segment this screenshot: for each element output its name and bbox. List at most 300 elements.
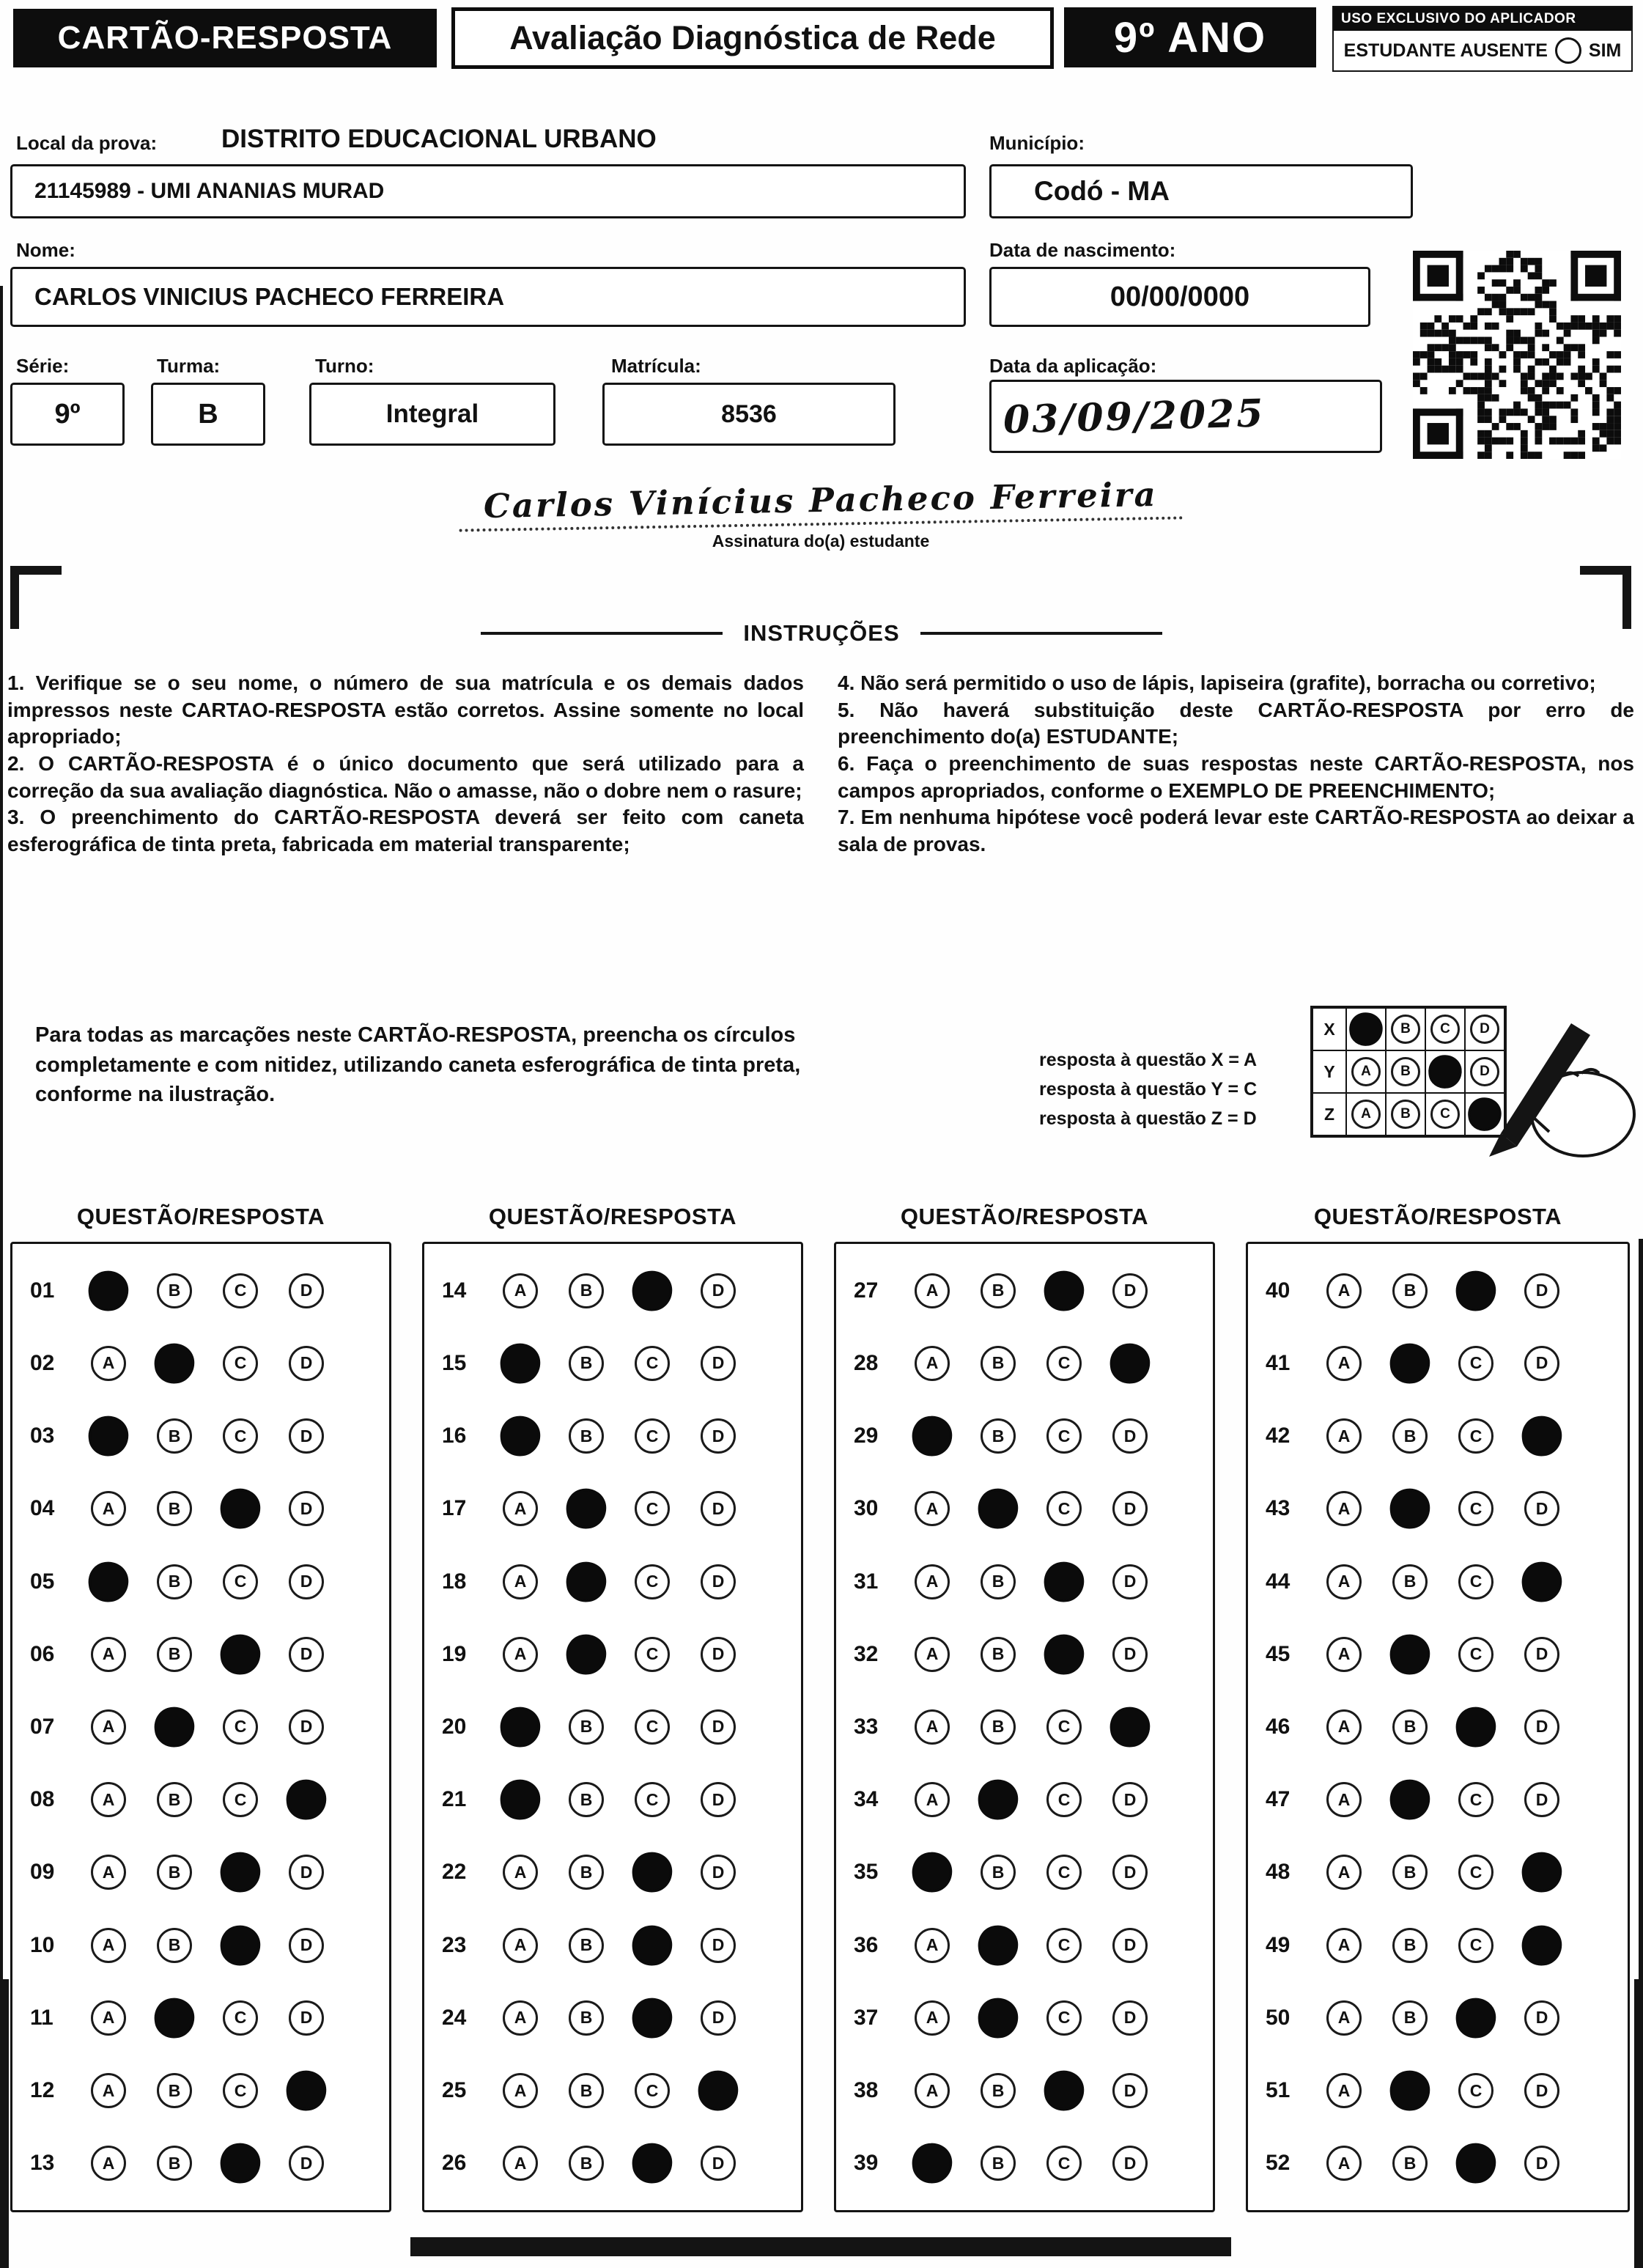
bubble-B (981, 2073, 1016, 2108)
bubble-C (635, 1491, 670, 1526)
answer-row (30, 1909, 382, 1981)
bubble-D-filled (284, 1778, 329, 1822)
bubble-letter: A (1361, 1106, 1371, 1122)
bubble-B (157, 1491, 192, 1526)
bubble-D (289, 2146, 324, 2181)
instruction-item: 5. Não haverá substituição deste CARTÃO-RESPOSTA por erro de preenchimento do(a) ESTUDANTE; (838, 698, 1634, 748)
answer-row (442, 1399, 794, 1472)
question-number: 35 (854, 1860, 879, 1885)
example-grid (1310, 1006, 1507, 1138)
bubble-D-filled (1108, 1704, 1153, 1749)
bubble-letter: A (1337, 1862, 1351, 1882)
bubble-C (635, 1709, 670, 1745)
bubble-B (157, 1928, 192, 1963)
question-number: 36 (854, 1932, 879, 1957)
nome-field: CARLOS VINICIUS PACHECO FERREIRA (10, 267, 966, 327)
bubble-letter: C (1469, 1353, 1483, 1373)
bubble-letter: C (1057, 1717, 1071, 1737)
bubble-letter: D (300, 1935, 313, 1955)
bubble-letter: C (1469, 1426, 1483, 1446)
bubble-letter: A (1337, 1572, 1351, 1591)
bubble-D (701, 1491, 736, 1526)
answer-row (1266, 1690, 1620, 1763)
bubble-B-filled (1388, 1341, 1433, 1385)
bubble-D (1524, 1491, 1559, 1526)
bubble-C-filled (1042, 2069, 1087, 2113)
bubble-letter: D (1535, 2008, 1548, 2028)
bubble-letter: A (514, 2008, 527, 2028)
bubble-letter: D (712, 1498, 725, 1518)
bubble-letter: C (646, 1353, 659, 1373)
example-cell (1465, 1050, 1504, 1093)
bubble-A (915, 1928, 950, 1963)
question-number: 08 (30, 1787, 55, 1812)
bubble-C-filled (1454, 1268, 1499, 1313)
bubble-C (635, 1637, 670, 1672)
aplicacao-label: Data da aplicação: (989, 355, 1157, 377)
title-rule-left (481, 632, 723, 635)
example-legend-line: resposta à questão Z = D (1039, 1108, 1257, 1129)
bubble-letter: D (300, 1717, 313, 1737)
answer-row (854, 2127, 1206, 2200)
bubble-letter: A (514, 1281, 527, 1300)
bubble-D-filled (1520, 1414, 1565, 1459)
bubble-A (915, 1491, 950, 1526)
bubble-letter: C (1469, 2080, 1483, 2100)
question-number: 09 (30, 1860, 55, 1885)
bubble-A (503, 1273, 538, 1308)
bubble-C (1046, 2146, 1082, 2181)
bubble-A (915, 1346, 950, 1381)
bubble-B (157, 1273, 192, 1308)
bubble-D (1112, 1855, 1148, 1890)
turno-label: Turno: (315, 355, 374, 377)
question-number: 02 (30, 1350, 55, 1375)
bubble-B (1392, 1709, 1428, 1745)
bubble-letter: D (300, 1281, 313, 1300)
answer-row (442, 1909, 794, 1981)
bubble-B-filled (152, 1704, 197, 1749)
bubble-C (1046, 1491, 1082, 1526)
answer-row (30, 1399, 382, 1472)
bubble-A (915, 2073, 950, 2108)
bubble-letter: A (102, 1498, 115, 1518)
bubble-C-filled (630, 1923, 675, 1967)
bubble-letter: B (992, 1862, 1005, 1882)
bubble-B-filled (1388, 2069, 1433, 2113)
answer-row (854, 1399, 1206, 1472)
bubble-letter: D (1123, 1281, 1137, 1300)
bubble-letter: D (712, 1935, 725, 1955)
bubble-letter: A (102, 2080, 115, 2100)
answer-row (30, 1327, 382, 1399)
bubble-letter: B (992, 2153, 1005, 2173)
bubble-letter: B (992, 1572, 1005, 1591)
answers-column-4 (1246, 1204, 1630, 2212)
bubble-letter: B (992, 1644, 1005, 1664)
bubble-C (1046, 1346, 1082, 1381)
bubble-C (1458, 1855, 1494, 1890)
bubble-letter: A (1337, 1717, 1351, 1737)
bubble-D (701, 1346, 736, 1381)
bubble-letter: D (712, 1281, 725, 1300)
bubble-letter: B (168, 1935, 181, 1955)
bubble-D (1524, 2073, 1559, 2108)
bubble-letter: C (1057, 1353, 1071, 1373)
bubble-B (1391, 1100, 1420, 1129)
bubble-letter: A (926, 1498, 939, 1518)
bubble-A (915, 1637, 950, 1672)
question-number: 43 (1266, 1496, 1291, 1521)
bubble-D (1112, 1491, 1148, 1526)
bubble-D (1112, 2000, 1148, 2036)
example-cell (1346, 1050, 1386, 1093)
question-number: 30 (854, 1496, 879, 1521)
bubble-D-filled (696, 2069, 741, 2113)
bubble-letter: B (580, 1426, 593, 1446)
nascimento-label: Data de nascimento: (989, 239, 1176, 261)
example-cell (1346, 1008, 1386, 1050)
bubble-C (1046, 1928, 1082, 1963)
school-field: 21145989 - UMI ANANIAS MURAD (10, 164, 966, 218)
answer-row (1266, 1764, 1620, 1836)
bubble-A (91, 1855, 126, 1890)
question-number: 45 (1266, 1641, 1291, 1666)
bubble-letter: B (580, 1717, 593, 1737)
bubble-C (1046, 1709, 1082, 1745)
bubble-A (503, 1491, 538, 1526)
bubble-letter: A (514, 2153, 527, 2173)
bubble-letter: D (300, 1644, 313, 1664)
bubble-letter: B (168, 1426, 181, 1446)
question-number: 42 (1266, 1424, 1291, 1448)
instruction-item: 3. O preenchimento do CARTÃO-RESPOSTA deverá ser feito com caneta esferográfica de tinta preta, fabricada em material transparente; (7, 806, 804, 856)
bubble-C-filled (218, 1632, 263, 1676)
bubble-C-filled (1042, 1268, 1087, 1313)
answer-row (30, 1618, 382, 1690)
bubble-letter: C (234, 1717, 247, 1737)
bubble-letter: A (102, 2008, 115, 2028)
answer-row (442, 1618, 794, 1690)
bubble-letter: D (1535, 1353, 1548, 1373)
bubble-B (981, 1855, 1016, 1890)
question-number: 14 (442, 1278, 467, 1303)
bubble-B (1392, 2146, 1428, 2181)
answer-row (1266, 2055, 1620, 2127)
bubble-letter: A (926, 1717, 939, 1737)
bubble-letter: B (580, 2153, 593, 2173)
example-legend (1039, 1045, 1257, 1133)
bubble-A (91, 1709, 126, 1745)
answer-row (854, 1545, 1206, 1618)
bubble-D (1524, 1346, 1559, 1381)
instructions-right (838, 670, 1634, 858)
bubble-D (1524, 1273, 1559, 1308)
bubble-letter: D (300, 2008, 313, 2028)
bubble-letter: C (1057, 1789, 1071, 1809)
bubble-A (1326, 2146, 1362, 2181)
bubble-D (1524, 1782, 1559, 1817)
bubble-D (289, 1855, 324, 1890)
bubble-letter: A (926, 1935, 939, 1955)
bubble-letter: A (1337, 1789, 1351, 1809)
bubble-A (1326, 2000, 1362, 2036)
bubble-B (1392, 1418, 1428, 1454)
bubble-letter: B (168, 1862, 181, 1882)
bubble-letter: B (992, 1426, 1005, 1446)
signature-block (381, 474, 1260, 551)
question-number: 31 (854, 1569, 879, 1594)
bubble-A (915, 1564, 950, 1599)
matricula-field: 8536 (602, 383, 896, 446)
bubble-D (701, 2146, 736, 2181)
bubble-A (915, 1782, 950, 1817)
bubble-letter: A (514, 1572, 527, 1591)
bubble-letter: A (1337, 2080, 1351, 2100)
bubble-letter: D (300, 2153, 313, 2173)
bubble-letter: A (926, 1789, 939, 1809)
bubble-D-filled (1520, 1850, 1565, 1895)
bubble-letter: D (300, 1572, 313, 1591)
bubble-letter: D (1480, 1064, 1490, 1079)
bubble-B (569, 1855, 604, 1890)
bubble-A-filled (910, 2141, 955, 2186)
bubble-letter: B (168, 1572, 181, 1591)
answer-row (442, 1327, 794, 1399)
bubble-letter: D (300, 1862, 313, 1882)
bubble-A-filled (498, 1414, 543, 1459)
bubble-A (503, 1855, 538, 1890)
bubble-D (1112, 1637, 1148, 1672)
bubble-letter: B (1403, 2153, 1417, 2173)
bubble-C (223, 1346, 258, 1381)
bubble-C (223, 1273, 258, 1308)
question-number: 33 (854, 1714, 879, 1739)
bubble-C-filled (1042, 1559, 1087, 1604)
answer-row (1266, 2127, 1620, 2200)
bubble-letter: C (1469, 1644, 1483, 1664)
bubble-A (915, 1273, 950, 1308)
bubble-letter: D (1123, 1789, 1137, 1809)
municipio-field: Codó - MA (989, 164, 1413, 218)
bubble-letter: A (1337, 1935, 1351, 1955)
bubble-D (289, 1709, 324, 1745)
example-cell (1425, 1093, 1465, 1135)
question-number: 52 (1266, 2151, 1291, 2176)
bubble-D (1470, 1015, 1499, 1044)
example-row-label: Y (1312, 1050, 1346, 1093)
bubble-letter: D (712, 2153, 725, 2173)
example-cell (1346, 1093, 1386, 1135)
answer-row (854, 1690, 1206, 1763)
bubble-A-filled (498, 1341, 543, 1385)
bubble-letter: B (1400, 1106, 1411, 1122)
answer-row (1266, 1836, 1620, 1909)
answer-row (1266, 1399, 1620, 1472)
example-cell (1386, 1008, 1425, 1050)
bubble-D (1524, 2000, 1559, 2036)
instruction-item: 6. Faça o preenchimento de suas respostas neste CARTÃO-RESPOSTA, nos campos apropriados, conforme o EXEMPLO DE PREENCHIMENTO; (838, 752, 1634, 802)
bubble-A (503, 1637, 538, 1672)
bubble-A (91, 2073, 126, 2108)
turno-field: Integral (309, 383, 555, 446)
bubble-C (1458, 1928, 1494, 1963)
instruction-item: 7. Em nenhuma hipótese você poderá levar este CARTÃO-RESPOSTA ao deixar a sala de provas. (838, 806, 1634, 856)
bubble-letter: C (234, 1353, 247, 1373)
bubble-B-filled (152, 1341, 197, 1385)
bubble-D (701, 1928, 736, 1963)
nascimento-field: 00/00/0000 (989, 267, 1370, 327)
answers-column-header: QUESTÃO/RESPOSTA (1313, 1204, 1562, 1229)
bubble-letter: C (646, 1789, 659, 1809)
bubble-letter: B (580, 1789, 593, 1809)
question-number: 50 (1266, 2005, 1291, 2030)
bubble-letter: B (580, 2008, 593, 2028)
qr-code (1413, 251, 1621, 459)
bubble-A (91, 1491, 126, 1526)
answers-grid-2 (422, 1242, 803, 2212)
bubble-letter: D (1123, 1644, 1137, 1664)
bubble-letter: B (992, 1717, 1005, 1737)
answer-row (30, 1473, 382, 1545)
bubble-letter: D (712, 1644, 725, 1664)
bubble-A (503, 1564, 538, 1599)
answer-row (1266, 1909, 1620, 1981)
question-number: 48 (1266, 1860, 1291, 1885)
exam-title: Avaliação Diagnóstica de Rede (451, 7, 1054, 69)
bubble-B-filled (976, 1487, 1021, 1531)
absent-bubble (1555, 37, 1581, 64)
bubble-B-filled (152, 1995, 197, 2040)
bubble-letter: D (1535, 2153, 1548, 2173)
bubble-letter: C (234, 1426, 247, 1446)
bubble-C (1046, 2000, 1082, 2036)
question-number: 37 (854, 2005, 879, 2030)
question-number: 11 (30, 2005, 53, 2030)
answer-row (30, 1690, 382, 1763)
bubble-B (1391, 1015, 1420, 1044)
instruction-item: 1. Verifique se o seu nome, o número de sua matrícula e os demais dados impressos neste CARTAO-RESPOSTA estão corretos. Assine somente no local apropriado; (7, 671, 804, 748)
answers-grid-3 (834, 1242, 1215, 2212)
bubble-A (1326, 1928, 1362, 1963)
instructions-left (7, 670, 804, 858)
bubble-letter: C (1057, 1862, 1071, 1882)
bubble-C (1430, 1100, 1460, 1129)
bubble-C-filled (218, 1923, 263, 1967)
question-number: 32 (854, 1641, 879, 1666)
bubble-B-filled (1388, 1778, 1433, 1822)
bubble-A (503, 2146, 538, 2181)
bubble-A (503, 1928, 538, 1963)
answer-row (442, 1254, 794, 1327)
bubble-letter: A (1337, 1353, 1351, 1373)
bubble-B (981, 1637, 1016, 1672)
bubble-B (157, 1855, 192, 1890)
bubble-D (701, 1782, 736, 1817)
bubble-letter: A (926, 1353, 939, 1373)
question-number: 23 (442, 1932, 467, 1957)
bubble-letter: A (926, 1281, 939, 1300)
bubble-letter: B (992, 1281, 1005, 1300)
bubble-D (1524, 2146, 1559, 2181)
answer-row (442, 2055, 794, 2127)
bubble-C (635, 2073, 670, 2108)
right-edge-mark-thick (1634, 1979, 1643, 2268)
bubble-letter: B (1403, 1717, 1417, 1737)
turma-field: B (151, 383, 265, 446)
bubble-B-filled (564, 1559, 609, 1604)
question-number: 39 (854, 2151, 879, 2176)
bubble-letter: A (102, 1862, 115, 1882)
bubble-B-filled (976, 1778, 1021, 1822)
bubble-B (157, 1564, 192, 1599)
bubble-B (157, 1637, 192, 1672)
bubble-letter: A (1337, 2008, 1351, 2028)
qr-pattern (1413, 251, 1621, 459)
bubble-D (1524, 1637, 1559, 1672)
question-number: 40 (1266, 1278, 1291, 1303)
bubble-letter: C (234, 1572, 247, 1591)
bubble-B-filled (564, 1632, 609, 1676)
bubble-letter: D (712, 2008, 725, 2028)
answer-row (854, 1473, 1206, 1545)
bubble-letter: D (1535, 1789, 1548, 1809)
answer-row (442, 2127, 794, 2200)
answer-row (1266, 1473, 1620, 1545)
bubble-C (635, 1346, 670, 1381)
question-number: 04 (30, 1496, 55, 1521)
local-value: DISTRITO EDUCACIONAL URBANO (221, 125, 657, 153)
bubble-B (1392, 1928, 1428, 1963)
bubble-B (157, 1782, 192, 1817)
bubble-letter: C (1469, 1862, 1483, 1882)
answer-row (442, 1473, 794, 1545)
bubble-D (289, 1928, 324, 1963)
bubble-B-filled (564, 1487, 609, 1531)
bubble-C (635, 1418, 670, 1454)
bubble-C-filled (218, 1487, 263, 1531)
bubble-D (289, 1418, 324, 1454)
bubble-A (91, 1637, 126, 1672)
bubble-A-filled (86, 1559, 131, 1604)
bubble-A-filled (86, 1414, 131, 1459)
question-number: 29 (854, 1424, 879, 1448)
bubble-D (1524, 1709, 1559, 1745)
bubble-C-filled (218, 1850, 263, 1895)
bubble-letter: D (712, 1789, 725, 1809)
bubble-D (701, 1564, 736, 1599)
bubble-letter: A (102, 2153, 115, 2173)
bubble-A (503, 2073, 538, 2108)
example-cell (1465, 1008, 1504, 1050)
bubble-A-filled (1348, 1011, 1385, 1048)
bubble-letter: A (102, 1717, 115, 1737)
question-number: 05 (30, 1569, 55, 1594)
bubble-letter: C (646, 1572, 659, 1591)
bubble-D-filled (1466, 1096, 1504, 1133)
question-number: 16 (442, 1424, 467, 1448)
bubble-A (1326, 1637, 1362, 1672)
bubble-letter: D (1123, 1426, 1137, 1446)
answer-row (1266, 1254, 1620, 1327)
bubble-D-filled (1520, 1559, 1565, 1604)
bubble-D-filled (284, 2069, 329, 2113)
bubble-letter: D (1123, 2008, 1137, 2028)
bubble-B-filled (976, 1995, 1021, 2040)
question-number: 03 (30, 1424, 55, 1448)
bubble-D (1112, 1418, 1148, 1454)
bubble-B (569, 2073, 604, 2108)
